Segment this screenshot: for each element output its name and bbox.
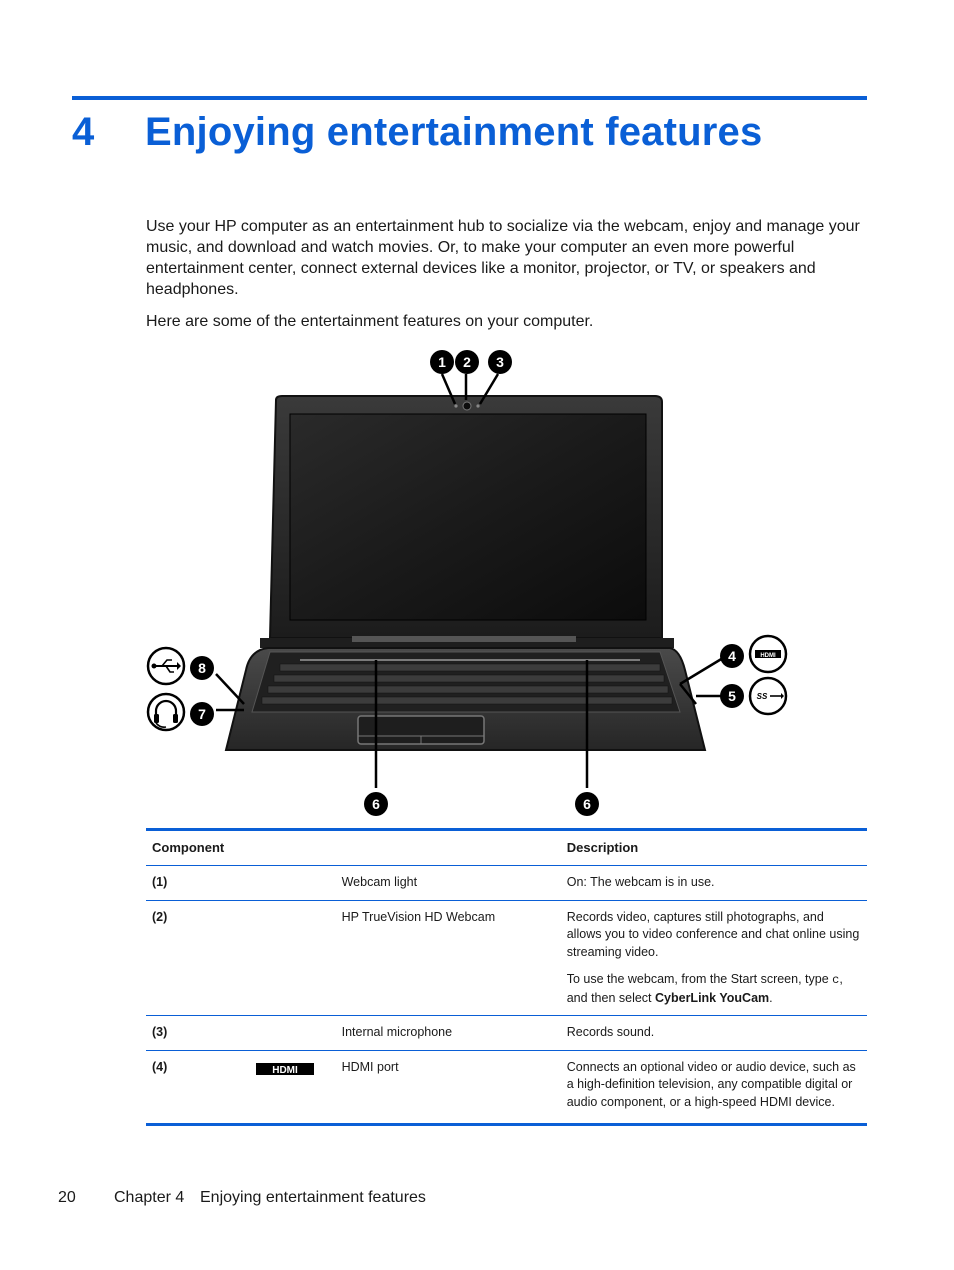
footer-title: Enjoying entertainment features [200,1189,426,1206]
callout-4 [720,644,744,668]
hdmi-icon [256,1063,314,1075]
table-row [146,1050,867,1125]
callout-6a [364,792,388,816]
table-row [146,866,867,901]
svg-text:SS: SS [756,692,768,701]
callout-label-2: 2 [463,354,471,370]
row-description [561,900,867,1016]
hdmi-icon [750,636,786,672]
webcam-lens [463,402,471,410]
page-number: 20 [58,1189,76,1206]
footer-chapter: Chapter 4 [114,1189,185,1206]
keyboard-key: c [832,973,840,987]
callout-8 [190,656,214,680]
callout-label-1: 1 [438,354,446,370]
row-description: Records sound. [561,1016,867,1051]
callout-label-6b: 6 [583,796,591,812]
page-footer [58,1189,426,1207]
callout-label-3: 3 [496,354,504,370]
laptop-screen [290,414,646,620]
row-number: (1) [146,866,250,901]
row-number: (4) [146,1050,250,1125]
instr-mid: , and then select [566,972,843,1005]
table-row [146,1016,867,1051]
callout-6b [575,792,599,816]
row-icon-cell [250,1016,336,1051]
laptop-figure [140,340,800,820]
callout-label-5: 5 [728,688,736,704]
callout-label-8: 8 [198,660,206,676]
row-number: (3) [146,1016,250,1051]
callout-label-4: 4 [728,648,736,664]
description-header: Description [561,830,867,866]
instr-pre: To use the webcam, from the Start screen, type [566,972,833,986]
callout-3 [488,350,512,374]
callout-label-7: 7 [198,706,206,722]
instr-post: . [769,990,773,1005]
svg-text:HDMI: HDMI [760,653,776,659]
callout-1 [430,350,454,374]
description-paragraph: Records video, captures still photographs, and allows you to video conference and chat online using streaming video. [566,909,860,959]
row-icon-cell [250,900,336,1016]
usb-icon [148,648,184,684]
callout-5 [720,684,744,708]
callout-label-6a: 6 [372,796,380,812]
chapter-number: 4 [72,109,95,154]
row-number: (2) [146,900,250,1016]
component-header: Component [146,830,561,866]
component-table [146,828,867,1126]
row-icon-cell [250,1050,336,1125]
row-description: Connects an optional video or audio device, such as a high-definition television, any compatible digital or audio component, or a high-speed HDMI device. [561,1050,867,1125]
table-header-row [146,830,867,866]
row-icon-cell [250,866,336,901]
row-description: On: The webcam is in use. [561,866,867,901]
lead-paragraph: Here are some of the entertainment features on your computer. [146,313,594,330]
row-component: Internal microphone [336,1016,561,1051]
callout-7 [190,702,214,726]
intro-paragraph: Use your HP computer as an entertainment hub to socialize via the webcam, enjoy and manage your music, and download and watch movies. Or, to make your computer an even more powerful entertainment center, connect external devices like a monitor, projector, or TV, or speakers and headphones. [146,218,860,298]
row-component: Webcam light [336,866,561,901]
headset-icon [148,694,184,730]
row-component: HP TrueVision HD Webcam [336,900,561,1016]
chapter-title: Enjoying entertainment features [145,109,763,154]
callout-2 [455,350,479,374]
app-name: CyberLink YouCam [655,990,770,1005]
row-component: HDMI port [336,1050,561,1125]
chapter-top-rule [72,96,867,100]
table-row [146,900,867,1016]
webcam-instructions [567,971,861,1007]
chapter-heading [72,104,762,160]
usb3-ss-icon [750,678,786,714]
svg-text:HDMI: HDMI [272,1064,298,1075]
